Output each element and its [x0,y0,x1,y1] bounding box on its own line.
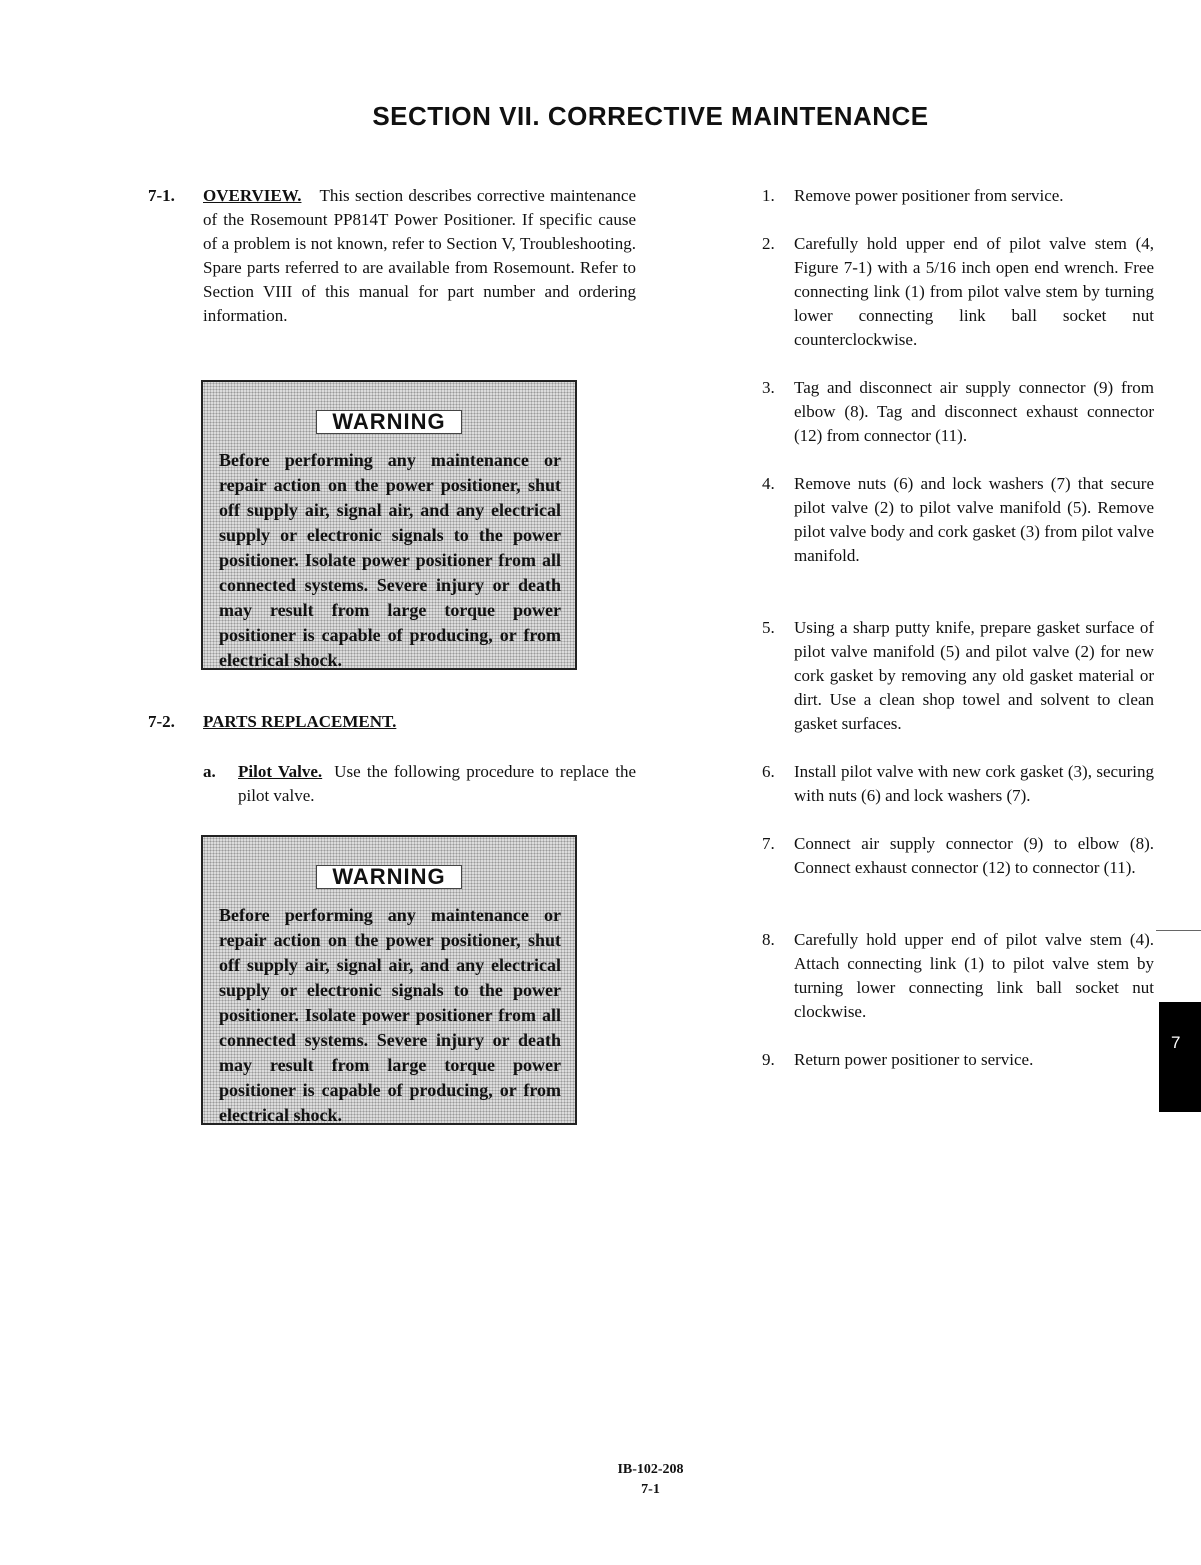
step-number: 3. [762,378,775,397]
pilot-valve-letter: a. [203,762,216,781]
overview-number: 7-1. [148,186,175,205]
pilot-valve-text: Use the following procedure to replace the pilot valve. [238,762,636,805]
step-item [762,184,1154,208]
warning-title-2: WARNING [316,865,462,889]
procedure-steps [762,184,1154,1096]
parts-replacement-number: 7-2. [148,712,175,731]
parts-replacement-section [148,710,636,734]
warning-box-1 [201,380,577,670]
warning-text-2: Before performing any maintenance or repair action on the power positioner, shut off supply air, signal air, and any electrical supply or electronic signals to the power positioner. Isolate power positioner from all connected systems. Severe injury or death may result from large torque power positioner is capable of producing, or from electrical shock. [219,905,561,1125]
step-item [762,232,1154,352]
step-item [762,376,1154,448]
step-item [762,760,1154,808]
step-item [762,472,1154,568]
step-text: Return power positioner to service. [794,1050,1034,1069]
step-number: 4. [762,474,775,493]
left-column [148,184,636,328]
warning-box-2 [201,835,577,1125]
section-tab-label: 7 [1171,1033,1181,1052]
step-item [762,1048,1154,1072]
step-number: 8. [762,930,775,949]
step-text: Remove power positioner from service. [794,186,1064,205]
step-number: 7. [762,834,775,853]
step-text: Tag and disconnect air supply connector (9) from elbow (8). Tag and disconnect exhaust connector (12) from connector (11). [794,378,1154,445]
step-text: Install pilot valve with new cork gasket (3), securing with nuts (6) and lock washers (7). [794,762,1154,805]
page-footer [0,1460,1201,1500]
parts-replacement-heading: PARTS REPLACEMENT. [203,712,397,731]
step-text: Remove nuts (6) and lock washers (7) that secure pilot valve (2) to pilot valve manifold (5). Remove pilot valve body and cork gasket (3) from pilot valve manifold. [794,474,1154,565]
overview-text: This section describes corrective maintenance of the Rosemount PP814T Power Positioner. If specific cause of a problem is not known, refer to Section V, Troubleshooting. Spare parts referred to are available from Rosemount. Refer to Section VIII of this manual for part number and ordering information. [203,186,636,325]
document-number: IB-102-208 [617,1462,684,1477]
step-item [762,928,1154,1024]
pilot-valve-subsection [203,760,636,808]
step-number: 6. [762,762,775,781]
step-text: Connect air supply connector (9) to elbow (8). Connect exhaust connector (12) to connector (11). [794,834,1154,877]
section-title: SECTION VII. CORRECTIVE MAINTENANCE [372,101,929,131]
parts-replacement-block [148,710,636,808]
step-number: 9. [762,1050,775,1069]
pilot-valve-heading: Pilot Valve. [238,762,323,781]
step-text: Using a sharp putty knife, prepare gasket surface of pilot valve manifold (5) and pilot valve (2) for new cork gasket by removing any old gasket material or dirt. Use a clean shop towel and solvent to clean gasket surfaces. [794,618,1154,733]
step-item [762,832,1154,880]
warning-text-1: Before performing any maintenance or repair action on the power positioner, shut off supply air, signal air, and any electrical supply or electronic signals to the power positioner. Isolate power positioner from all connected systems. Severe injury or death may result from large torque power positioner is capable of producing, or from electrical shock. [219,450,561,670]
step-text: Carefully hold upper end of pilot valve stem (4). Attach connecting link (1) to pilot valve stem by turning lower connecting link ball socket nut clockwise. [794,930,1154,1021]
step-item [762,616,1154,736]
step-number: 5. [762,618,775,637]
section-tab [1159,1002,1201,1112]
step-text: Carefully hold upper end of pilot valve stem (4, Figure 7-1) with a 5/16 inch open end wrench. Free connecting link (1) from pilot valve stem by turning lower connecting link ball socket nut counterclockwise. [794,234,1154,349]
tab-divider [1156,930,1201,931]
overview-heading: OVERVIEW. [203,186,302,205]
warning-title-1: WARNING [316,410,462,434]
page-number: 7-1 [641,1482,660,1497]
overview-section [148,184,636,328]
step-number: 2. [762,234,775,253]
step-number: 1. [762,186,775,205]
